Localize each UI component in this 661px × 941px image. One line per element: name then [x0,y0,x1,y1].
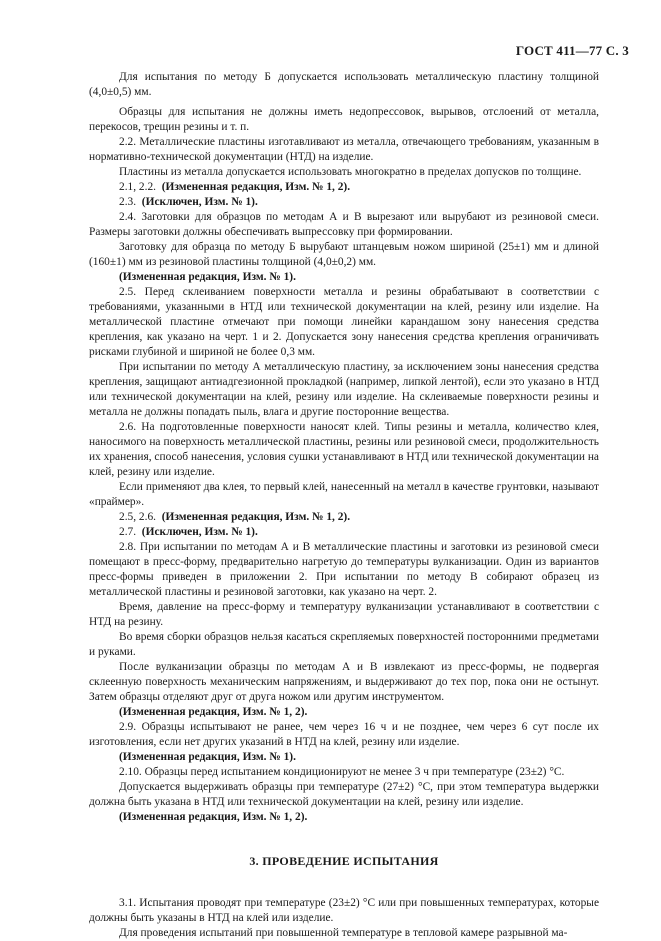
amendment-note [89,750,599,765]
clause-ref: 2.5, 2.6. [119,511,157,523]
amendment-text: (Измененная редакция, Изм. № 1, 2). [161,181,351,193]
paragraph: 2.8. При испытании по методам А и В металлические пластины и заготовки из резиновой смеси помещают в пресс-форму, предварительно нагретую до температуры вулканизации. Один из вариантов пресс-формы приведен в приложении 2. При испытании по методу В собирают образец из металлической пластины и резиновой заготовки, как указано на черт. 2. [89,541,599,598]
amendment-note [89,510,599,525]
paragraph: 2.10. Образцы перед испытанием кондиционируют не менее 3 ч при температуре (23±2) °С. [119,766,565,778]
paragraph: 2.4. Заготовки для образцов по методам А и В вырезают или вырубают из резиновой смеси. Размеры заготовки должны обеспечивать выпрессовку при формировании. [89,211,599,238]
amendment-note [89,270,599,285]
body-text [89,70,599,941]
paragraph: Если применяют два клея, то первый клей, нанесенный на металл в качестве грунтовки, называют «праймер». [89,481,599,508]
paragraph: Пластины из металла допускается использовать многократно в пределах допусков по толщине. [119,166,582,178]
page-header: ГОСТ 411—77 С. 3 [515,43,629,58]
paragraph: После вулканизации образцы по методам А и В извлекают из пресс-формы, не подвергая склеенную поверхность механическим напряжениям, и выдерживают до тех пор, пока они не остынут. Затем образцы отделяют друг от друга ножом или другим инструментом. [89,661,599,703]
paragraph: 2.5. Перед склеиванием поверхности металла и резины обрабатывают в соответствии с требованиями, указанными в НТД или технической документации на клей, резину или изделие. На металлической пластине отмечают при помощи линейки карандашом зону нанесения средства крепления, как указано на черт. 1 и 2. Допускается зону нанесения средства крепления ограничивать рисками глубиной и шириной не более 0,3 мм. [89,286,599,358]
paragraph: Заготовку для образца по методу Б вырубают штанцевым ножом шириной (25±1) мм и длиной (160±1) мм из резиновой пластины толщиной (4,0±0,2) мм. [89,241,599,268]
paragraph: Во время сборки образцов нельзя касаться скрепляемых поверхностей посторонними предметами и руками. [89,631,599,658]
section-title: 3. ПРОВЕДЕНИЕ ИСПЫТАНИЯ [249,854,439,868]
clause-ref: 2.1, 2.2. [119,181,157,193]
amendment-text: (Исключен, Изм. № 1). [141,196,258,208]
paragraph: Образцы для испытания не должны иметь недопрессовок, вырывов, отслоений от металла, перекосов, трещин резины и т. п. [89,106,599,133]
amendment-text: (Измененная редакция, Изм. № 1, 2). [119,706,308,718]
amendment-text: (Измененная редакция, Изм. № 1). [119,271,296,283]
paragraph: Время, давление на пресс-форму и температуру вулканизации устанавливают в соответствии с НТД на резину. [89,601,599,628]
paragraph: 2.9. Образцы испытывают не ранее, чем через 16 ч и не позднее, чем через 6 сут после их изготовления, если нет других указаний в НТД на клей, резину или изделие. [89,721,599,748]
clause-ref: 2.7. [119,526,137,538]
paragraph: При испытании по методу А металлическую пластину, за исключением зоны нанесения средства крепления, защищают антиадгезионной прокладкой (например, липкой лентой), если это указано в НТД или технической документации на клей, резину или изделие. На склеиваемые поверхности резины и металла не должны попадать пыль, влага и другие посторонние вещества. [89,361,599,418]
amendment-text: (Измененная редакция, Изм. № 1, 2). [119,811,308,823]
amendment-text: (Исключен, Изм. № 1). [141,526,258,538]
amendment-note [89,525,599,540]
amendment-text: (Измененная редакция, Изм. № 1). [119,751,296,763]
paragraph: Допускается выдерживать образцы при температуре (27±2) °С, при этом температура выдержки должна быть указана в НТД или технической документации на клей, резину или изделие. [89,781,599,808]
amendment-note [89,810,599,825]
amendment-text: (Измененная редакция, Изм. № 1, 2). [161,511,351,523]
amendment-note [89,180,599,195]
amendment-note [89,195,599,210]
paragraph: Для испытания по методу Б допускается использовать металлическую пластину толщиной (4,0±0,5) мм. [89,71,599,98]
paragraph: Для проведения испытаний при повышенной температуре в тепловой камере разрывной ма- [119,927,568,939]
paragraph: 2.6. На подготовленные поверхности наносят клей. Типы резины и металла, количество клея, наносимого на поверхность металлической пластины, резины или резиновой смеси, продолжительность их хранения, способ нанесения, условия сушки устанавливают в НТД или технической документации на клей, резину или изделие. [89,421,599,478]
paragraph: 2.2. Металлические пластины изготавливают из металла, отвечающего требованиям, указанным в нормативно-технической документации (НТД) на изделие. [89,136,599,163]
clause-ref: 2.3. [119,196,137,208]
amendment-note [89,705,599,720]
paragraph: 3.1. Испытания проводят при температуре (23±2) °С или при повышенных температурах, которые должны быть указаны в НТД на клей или изделие. [89,897,599,924]
